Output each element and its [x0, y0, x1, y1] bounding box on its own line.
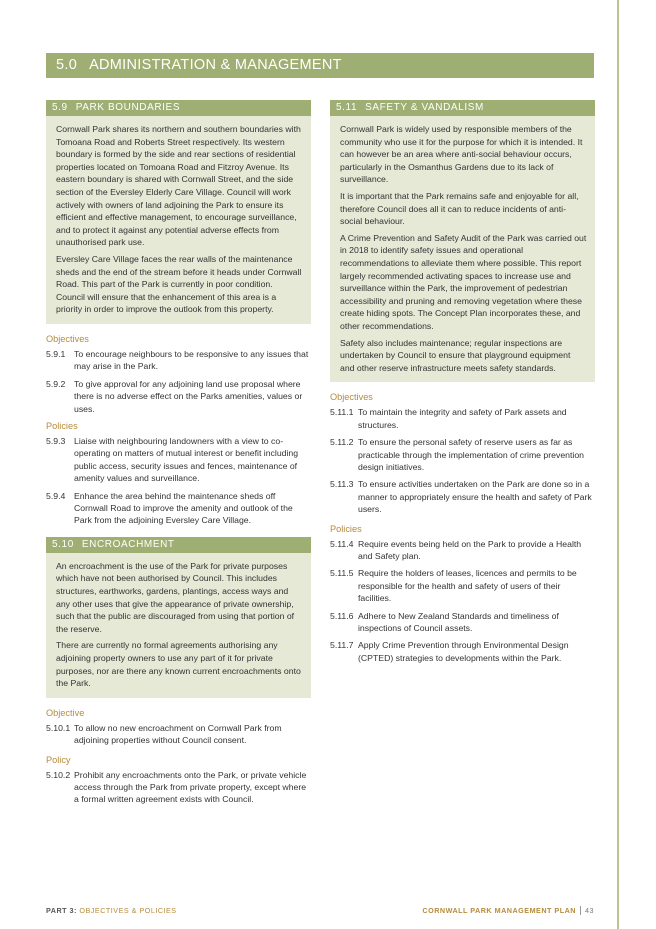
item-text: To encourage neighbours to be responsive to any issues that may arise in the Park. [74, 348, 309, 372]
item-number: 5.11.3 [330, 479, 354, 490]
item-text: To ensure activities undertaken on the Park are done so in a manner to appropriately ensure the health and safety of Park users. [358, 479, 592, 515]
objectives-heading: Objectives [46, 333, 89, 344]
list-item [330, 436, 595, 473]
list-item [330, 538, 595, 563]
item-number: 5.10.2 [46, 769, 71, 780]
item-number: 5.11.6 [330, 610, 354, 621]
item-text: Liaise with neighbouring landowners with a view to co-operating on matters of mutual interest or benefit including public access, security issues and fences, maintenance of amenity values and surveillance. [74, 435, 299, 484]
page-number: 43 [580, 906, 594, 915]
section-5-11-heading [330, 100, 595, 116]
paragraph: There are currently no formal agreements authorising any adjoining property owners to use any part of it for private purposes, nor are there any known current encroachments onto the Park. [56, 640, 301, 689]
list-item [330, 610, 595, 635]
item-text: Enhance the area behind the maintenance sheds off Cornwall Road to improve the amenity and outlook of the Park from the adjoining Eversley Care Village. [74, 490, 293, 526]
item-number: 5.9.2 [46, 378, 66, 389]
item-number: 5.9.4 [46, 490, 66, 501]
paragraph: Eversley Care Village faces the rear walls of the maintenance sheds and the end of the stream before it heads under Cornwall Road. This part of the Park is currently in poor condition. Council will ensure that the enhancement of this area is a priority in order to improve the outlook from this property. [56, 253, 302, 315]
item-text: Require the holders of leases, licences and permits to be responsible for the health and safety of users of their facilities. [358, 568, 577, 604]
section-5-10-heading [46, 537, 311, 553]
section-5-10-intro [46, 553, 311, 698]
item-text: Require events being held on the Park to provide a Health and Safety plan. [358, 538, 582, 561]
chapter-title-text: ADMINISTRATION & MANAGEMENT [89, 57, 342, 73]
paragraph: It is important that the Park remains safe and enjoyable for all, therefore Council does all it can to reduce incidents of anti-social behaviour. [340, 190, 579, 227]
right-column [330, 100, 595, 669]
item-number: 5.11.2 [330, 437, 354, 448]
section-5-9-heading [46, 100, 311, 116]
item-number: 5.9.3 [46, 435, 66, 446]
list-item [46, 378, 311, 415]
paragraph: Cornwall Park shares its northern and southern boundaries with Tomoana Road and Roberts Street respectively. Its western boundary is formed by the side and rear sections of residential properties located on Tomoana Road and Fitzroy Avenue. Its eastern boundary is shared with Cornwall Street, and the side section of the Eversley Elderly Care Village. Council will work actively with owners of land adjoining the Park to ensure its efficient and effective management, to encourage surveillance, and to protect it against any potential adverse effects from unauthorised park use. [56, 124, 301, 248]
section-title: SAFETY & VANDALISM [365, 102, 484, 113]
item-number: 5.11.4 [330, 538, 354, 549]
list-item [46, 722, 311, 747]
objectives-heading: Objectives [330, 392, 373, 403]
policy-heading: Policy [46, 754, 71, 765]
list-item [330, 567, 595, 604]
item-number: 5.10.1 [46, 722, 71, 733]
item-text: Adhere to New Zealand Standards and timeliness of inspections of Council assets. [358, 610, 559, 633]
list-item [330, 639, 595, 664]
list-item [46, 769, 311, 806]
item-number: 5.11.5 [330, 568, 354, 579]
item-number: 5.9.1 [46, 348, 66, 359]
item-text: To allow no new encroachment on Cornwall Park from adjoining properties without Council consent. [74, 722, 282, 746]
section-5-9-intro [46, 116, 311, 324]
list-item [330, 406, 595, 431]
paragraph: An encroachment is the use of the Park for private purposes which have not been authorised by Council. This includes structures, earthworks, gardens, plantings, access ways and any other uses that give the appearance of private ownership, such that the public are discouraged from using that portion of the reserve. [56, 560, 295, 634]
footer-part-title: OBJECTIVES & POLICIES [79, 906, 177, 915]
list-item [46, 435, 311, 485]
item-text: Apply Crime Prevention through Environmental Design (CPTED) strategies to developments within the Park. [358, 640, 569, 663]
section-title: ENCROACHMENT [81, 538, 175, 550]
objective-heading: Objective [46, 707, 85, 718]
item-number: 5.11.7 [330, 640, 354, 651]
list-item [330, 478, 595, 515]
policies-heading: Policies [46, 420, 78, 431]
list-item [46, 490, 311, 527]
left-column [46, 100, 311, 811]
item-text: To ensure the personal safety of reserve users as far as practicable through the implementation of crime prevention design initiatives. [358, 437, 584, 472]
footer-part: PART 3: [46, 906, 77, 915]
section-number: 5.10 [52, 538, 74, 550]
item-text: Prohibit any encroachments onto the Park, or private vehicle access through the Park from private property, except where a formal written agreement exists with Council. [74, 769, 307, 805]
footer-document [422, 906, 594, 915]
section-number: 5.9 [52, 102, 68, 113]
item-text: To give approval for any adjoining land use proposal where there is no adverse effect on the Parks amenities, values or uses. [74, 378, 303, 414]
page-edge-line [617, 0, 619, 929]
footer-part-label [46, 906, 177, 915]
chapter-number: 5.0 [56, 57, 78, 73]
item-number: 5.11.1 [330, 407, 354, 418]
paragraph: A Crime Prevention and Safety Audit of the Park was carried out in 2018 to identify safety issues and operational recommendations to alleviate them where possible. This report largely recommended activating spaces to increase use and surveillance within the Park, the improvement of pedestrian accessibility and pruning and removing vegetation where these create hiding spots. The Concept Plan incorporates these, and other recommendations. [340, 232, 587, 331]
chapter-title [46, 53, 594, 78]
paragraph: Safety also includes maintenance; regular inspections are undertaken by Council to ensure that playground equipment and other reserve infrastructure meets safety standards. [340, 337, 571, 373]
list-item [46, 348, 311, 373]
paragraph: Cornwall Park is widely used by responsible members of the community who use it for the purpose for which it is intended. It can however be an area where anti-social behaviour occurs, particularly in the Osmanthus Gardens due to its lack of surveillance. [340, 124, 583, 185]
section-number: 5.11 [336, 102, 358, 113]
policies-heading: Policies [330, 523, 362, 534]
item-text: To maintain the integrity and safety of Park assets and structures. [358, 407, 567, 430]
footer-doc-title: CORNWALL PARK MANAGEMENT PLAN [422, 906, 576, 915]
section-title: PARK BOUNDARIES [75, 102, 181, 113]
section-5-11-intro [330, 116, 595, 382]
